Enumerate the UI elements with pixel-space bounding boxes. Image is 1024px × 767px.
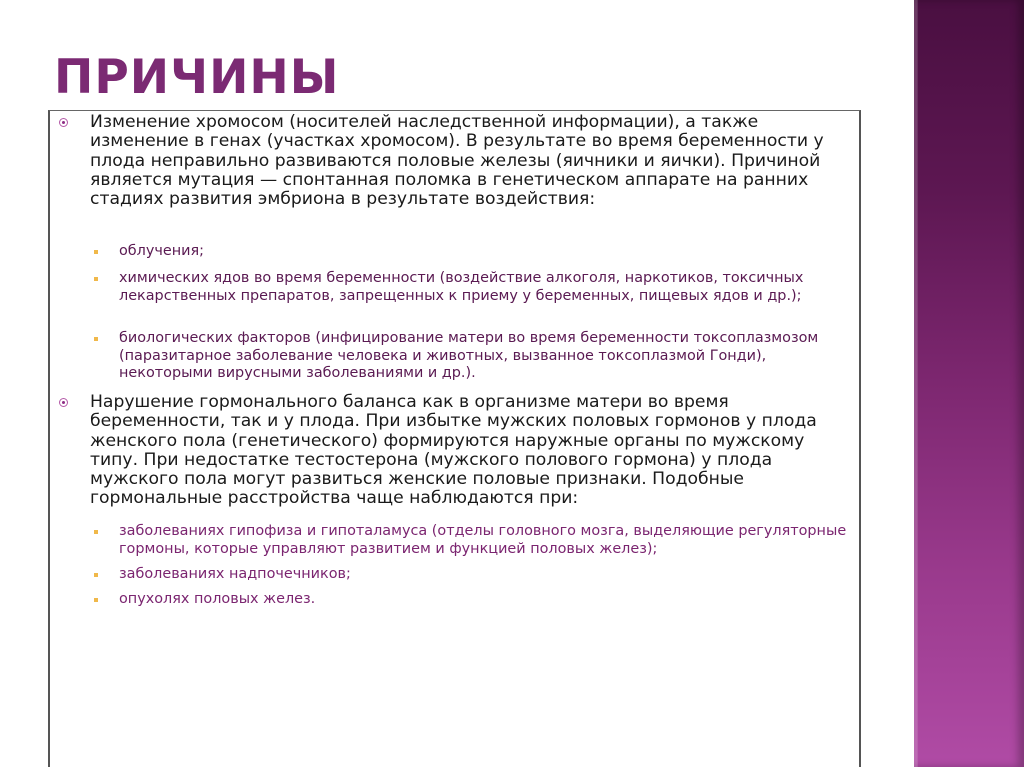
square-bullet-icon xyxy=(94,573,98,577)
square-bullet-icon xyxy=(94,530,98,534)
square-bullet-icon xyxy=(94,250,98,254)
bullet-item-hormonal-imbalance xyxy=(62,393,852,509)
sub-bullet-text: заболеваниях надпочечников; xyxy=(119,566,351,582)
sub-bullet-item xyxy=(94,566,854,584)
sub-bullet-text: химических ядов во время беременности (воздействие алкоголя, наркотиков, токсичных лекарственных препаратов, запрещенных к приему у беременных, пищевых ядов и др.); xyxy=(119,270,804,304)
circle-dot-bullet-icon xyxy=(59,398,68,407)
bullet-item-chromosome-changes xyxy=(62,113,852,209)
bullet-text: Нарушение гормонального баланса как в организме матери во время беременности, так и у плода. При избытке мужских половых гормонов у плода женского пола (генетического) формируются наружные органы по мужскому типу. При недостатке тестостерона (мужского полового гормона) у плода мужского пола могут развиться женские половые признаки. Подобные гормональные расстройства чаще наблюдаются при: xyxy=(90,392,817,509)
sub-bullet-item xyxy=(94,270,854,305)
bullet-text: Изменение хромосом (носителей наследственной информации), а также изменение в генах (участках хромосом). В результате во время беременности у плода неправильно развиваются половые железы (яичники и яички). Причиной является мутация — спонтанная поломка в генетическом аппарате на ранних стадиях развития эмбриона в результате воздействия: xyxy=(90,112,824,210)
sub-bullet-text: облучения; xyxy=(119,243,205,259)
decorative-purple-sidebar xyxy=(914,0,1024,767)
sub-bullet-item xyxy=(94,523,854,558)
square-bullet-icon xyxy=(94,277,98,281)
circle-dot-bullet-icon xyxy=(59,118,68,127)
sub-bullet-text: биологических факторов (инфицирование матери во время беременности токсоплазмозом (паразитарное заболевание человека и животных, вызванное токсоплазмой Гонди), некоторыми вирусными заболеваниями и др.). xyxy=(119,330,819,381)
sub-bullet-item xyxy=(94,330,854,383)
square-bullet-icon xyxy=(94,598,98,602)
sub-bullet-text: опухолях половых желез. xyxy=(119,591,316,607)
sub-bullet-item xyxy=(94,591,854,609)
slide-title: ПРИЧИНЫ xyxy=(54,50,340,105)
sub-bullet-item xyxy=(94,243,854,261)
square-bullet-icon xyxy=(94,337,98,341)
sub-bullet-text: заболеваниях гипофиза и гипоталамуса (отделы головного мозга, выделяющие регуляторные гормоны, которые управляют развитием и функцией половых желез); xyxy=(119,523,847,557)
